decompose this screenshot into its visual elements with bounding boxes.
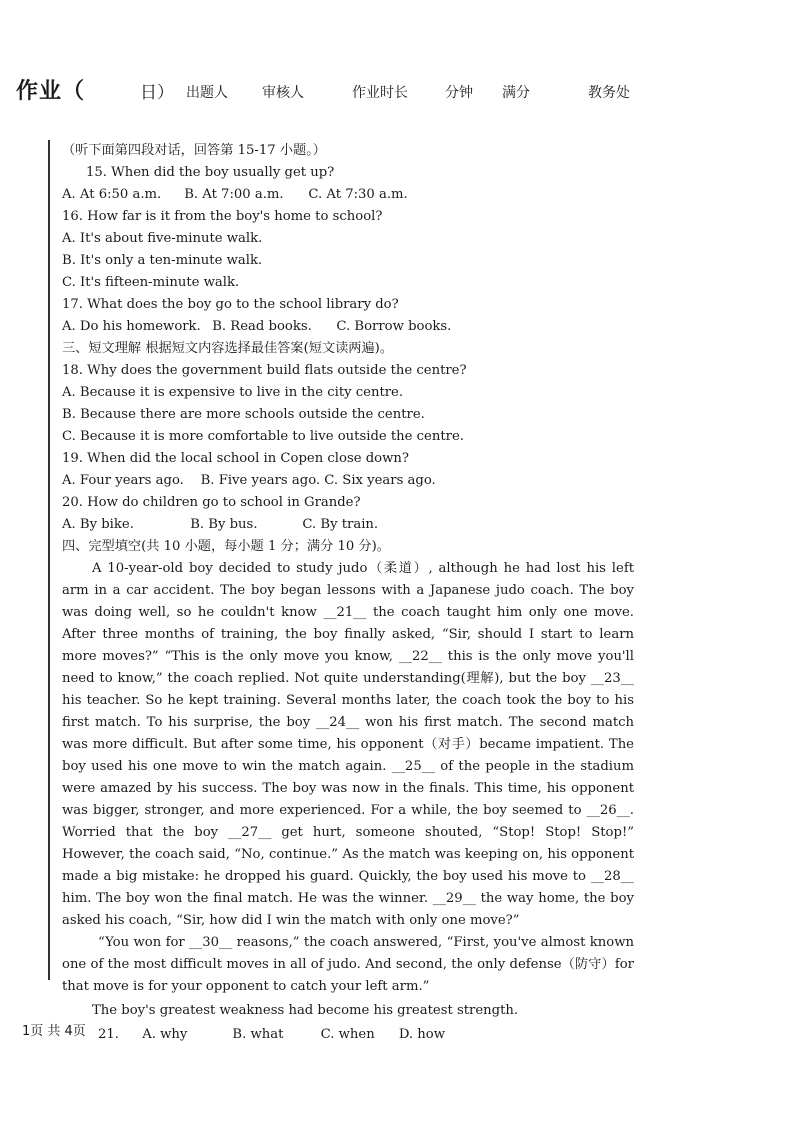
reading-heading: 三、短文理解 根据短文内容选择最佳答案(短文读两遍)。: [62, 341, 393, 356]
option: C. By train.: [302, 517, 379, 532]
header-full-score: 满分: [502, 85, 530, 101]
question-20: 20. How do children go to school in Grande?: [62, 495, 361, 510]
header-setter: 出题人: [186, 85, 228, 101]
header-title: 作业（: [16, 79, 86, 104]
question-15: 15. When did the boy usually get up?: [86, 165, 335, 180]
option: A. At 6:50 a.m.: [62, 187, 162, 202]
page-content: [62, 140, 634, 1046]
option: B. By bus.: [190, 517, 258, 532]
question-19-options: A. Four years ago. B. Five years ago. C. Six years ago.: [62, 473, 436, 488]
binding-margin-line: [48, 140, 50, 980]
option: C. At 7:30 a.m.: [308, 187, 408, 202]
cloze-paragraph-1: A 10-year-old boy decided to study judo（柔道）, although he had lost his left arm in a car accident. The boy began lessons with a Japanese judo coach. The boy was doing well, so he couldn't know __21__ the coach taught him only one move. After three months of training, the boy finally asked, “Sir, should I start to learn more moves?” “This is the only move you know, __22__ this is the only move you'll need to know,” the coach replied. Not quite understanding(理解), but the boy __23__ his teacher. So he kept training. Several months later, the coach took the boy to his first match. To his surprise, the boy __24__ won his first match. The second match was more difficult. But after some time, his opponent（对手）became impatient. The boy used his one move to win the match again. __25__ of the people in the stadium were amazed by his success. The boy was now in the finals. This time, his opponent was bigger, stronger, and more experienced. For a while, the boy seemed to __26__. Worried that the boy __27__ get hurt, someone shouted, “Stop! Stop! Stop!” However, the coach said, “No, continue.” As the match was keeping on, his opponent made a big mistake: he dropped his guard. Quickly, the boy used his move to __28__ him. The boy won the final match. He was the winner. __29__ the way home, the boy asked his coach, “Sir, how did I win the match with only one move?”: [62, 561, 634, 928]
question-19: 19. When did the local school in Copen close down?: [62, 451, 409, 466]
listening-instruction: （听下面第四段对话，回答第 15-17 小题。）: [62, 143, 326, 158]
question-20-options: [62, 514, 634, 536]
question-15-options: [62, 184, 634, 206]
page-footer: 1页 共 4页: [22, 1024, 86, 1039]
option: C. when: [320, 1027, 375, 1042]
cloze-paragraph-3: The boy's greatest weakness had become his greatest strength.: [92, 1003, 519, 1018]
option: B. what: [232, 1027, 284, 1042]
option: C. It's fifteen-minute walk.: [62, 275, 240, 290]
option: B. It's only a ten-minute walk.: [62, 253, 263, 268]
question-16: 16. How far is it from the boy's home to school?: [62, 209, 383, 224]
option: A. Because it is expensive to live in the city centre.: [62, 385, 404, 400]
header-minutes: 分钟: [445, 85, 473, 101]
option: B. Read books.: [212, 319, 312, 334]
option: C. Borrow books.: [336, 319, 452, 334]
header-date: 日）: [140, 83, 174, 103]
cloze-heading: 四、完型填空(共 10 小题，每小题 1 分；满分 10 分)。: [62, 539, 390, 554]
cloze-paragraph-2: “You won for __30__ reasons,” the coach answered, “First, you've almost known one of the most difficult moves in all of judo. And second, the only defense（防守）for that move is for your opponent to catch your left arm.”: [62, 935, 634, 994]
header-duration: 作业时长: [352, 85, 408, 101]
option: A. By bike.: [62, 517, 134, 532]
option: A. It's about five-minute walk.: [62, 231, 263, 246]
question-17-options: [62, 316, 634, 338]
option: B. At 7:00 a.m.: [184, 187, 284, 202]
question-21-options: [62, 1024, 634, 1046]
header-office: 教务处: [588, 85, 630, 101]
header-reviewer: 审核人: [262, 85, 304, 101]
option: A. why: [142, 1027, 188, 1042]
question-17: 17. What does the boy go to the school library do?: [62, 297, 399, 312]
option: D. how: [398, 1027, 446, 1042]
option: A. Do his homework.: [62, 319, 201, 334]
question-number: 21.: [98, 1027, 119, 1042]
option: C. Because it is more comfortable to live outside the centre.: [62, 429, 464, 444]
question-18: 18. Why does the government build flats outside the centre?: [62, 363, 467, 378]
page-header: [0, 76, 794, 106]
option: B. Because there are more schools outside the centre.: [62, 407, 425, 422]
